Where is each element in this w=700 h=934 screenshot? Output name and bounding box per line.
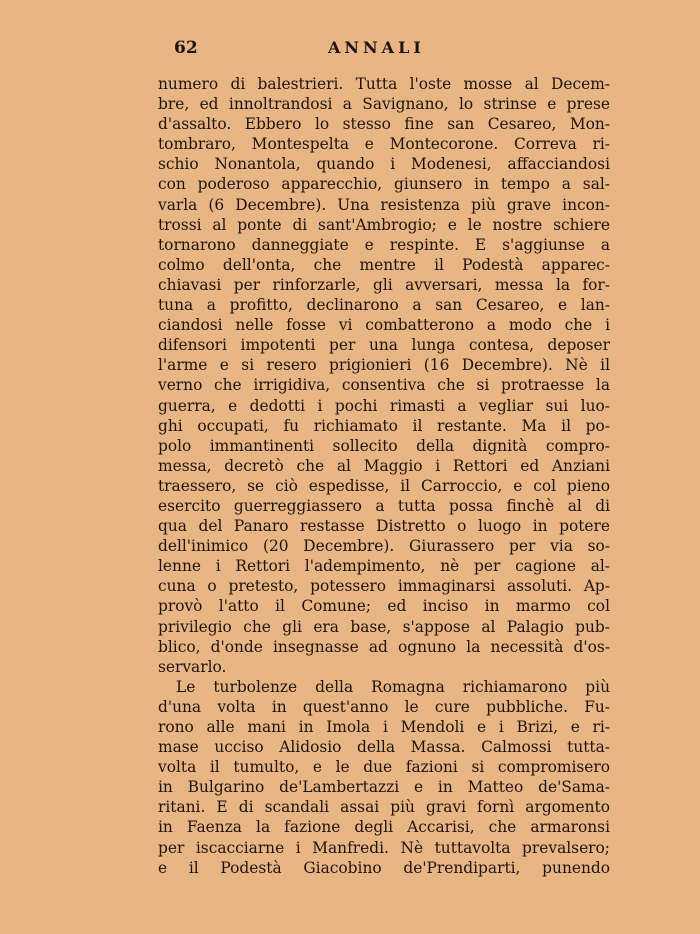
text-line: con poderoso apparecchio, giunsero in tempo a sal- <box>158 175 610 194</box>
text-line: rono alle mani in Imola i Mendoli e i Brizi, e ri- <box>158 718 610 736</box>
text-line: varla (6 Decembre). Una resistenza più grave incon- <box>158 195 610 214</box>
text-line: trossi al ponte di sant'Ambrogio; e le nostre schiere <box>158 215 610 234</box>
text-line: mase ucciso Alidosio della Massa. Calmossi tutta- <box>158 738 610 757</box>
body-text <box>158 74 610 878</box>
text-line: cuna o pretesto, potessero immaginarsi assoluti. Ap- <box>158 577 610 596</box>
paragraph <box>158 677 610 878</box>
text-line: bre, ed innoltrandosi a Savignano, lo strinse e prese <box>158 95 610 114</box>
text-line: difensori impotenti per una lunga contesa, deposer <box>158 336 610 355</box>
text-line: qua del Panaro restasse Distretto o luogo in potere <box>158 517 610 536</box>
paragraph <box>158 74 610 677</box>
text-line: volta il tumulto, e le due fazioni si compromisero <box>158 758 610 777</box>
text-line: messa, decretò che al Maggio i Rettori ed Anziani <box>158 456 610 475</box>
text-line: e il Podestà Giacobino de'Prendiparti, punendo <box>158 858 610 877</box>
text-line: chiavasi per rinforzarle, gli avversari, messa la for- <box>158 275 610 294</box>
text-line: in Faenza la fazione degli Accarisi, che armaronsi <box>158 818 610 837</box>
text-line: lenne i Rettori l'adempimento, nè per cagione al- <box>158 557 610 576</box>
text-line: l'arme e si resero prigionieri (16 Decembre). Nè il <box>158 356 610 375</box>
text-line: tuna a profitto, declinarono a san Cesareo, e lan- <box>158 296 610 315</box>
text-line: dell'inimico (20 Decembre). Giurassero per via so- <box>158 537 610 556</box>
text-line: polo immantinenti sollecito della dignità compro- <box>158 436 610 455</box>
text-line: privilegio che gli era base, s'appose al Palagio pub- <box>158 617 610 636</box>
text-line: provò l'atto il Comune; ed inciso in marmo col <box>158 597 610 616</box>
text-line: verno che irrigidiva, consentiva che si protraesse la <box>158 376 610 395</box>
text-line: d'assalto. Ebbero lo stesso fine san Cesareo, Mon- <box>158 115 610 134</box>
text-line: d'una volta in quest'anno le cure pubbliche. Fu- <box>158 697 610 716</box>
page-number: 62 <box>174 38 198 58</box>
text-line: Le turbolenze della Romagna richiamarono più <box>176 677 610 696</box>
text-line: colmo dell'onta, che mentre il Podestà apparec- <box>158 255 610 274</box>
text-line: servarlo. <box>158 657 227 676</box>
running-title: ANNALI <box>328 38 425 57</box>
text-line: blico, d'onde insegnasse ad ognuno la necessità d'os- <box>158 637 610 656</box>
text-line: numero di balestrieri. Tutta l'oste mosse al Decem- <box>158 75 610 93</box>
text-line: tornarono danneggiate e respinte. E s'aggiunse a <box>158 235 610 254</box>
text-line: ritani. E di scandali assai più gravi fornì argomento <box>158 798 610 817</box>
text-line: traessero, se ciò espedisse, il Carroccio, e col pieno <box>158 476 610 495</box>
text-line: per iscacciarne i Manfredi. Nè tuttavolta prevalsero; <box>158 838 610 857</box>
text-line: tombraro, Montespelta e Montecorone. Correva ri- <box>158 135 610 154</box>
text-line: guerra, e dedotti i pochi rimasti a vegliar sui luo- <box>158 396 610 415</box>
text-line: esercito guerreggiassero a tutta possa finchè al di <box>158 496 610 515</box>
text-line: in Bulgarino de'Lambertazzi e in Matteo de'Sama- <box>158 778 610 797</box>
text-line: ghi occupati, fu richiamato il restante. Ma il po- <box>158 416 610 435</box>
running-head <box>160 36 610 64</box>
text-line: ciandosi nelle fosse vi combatterono a modo che i <box>158 316 610 335</box>
text-line: schio Nonantola, quando i Modenesi, affacciandosi <box>158 155 610 174</box>
